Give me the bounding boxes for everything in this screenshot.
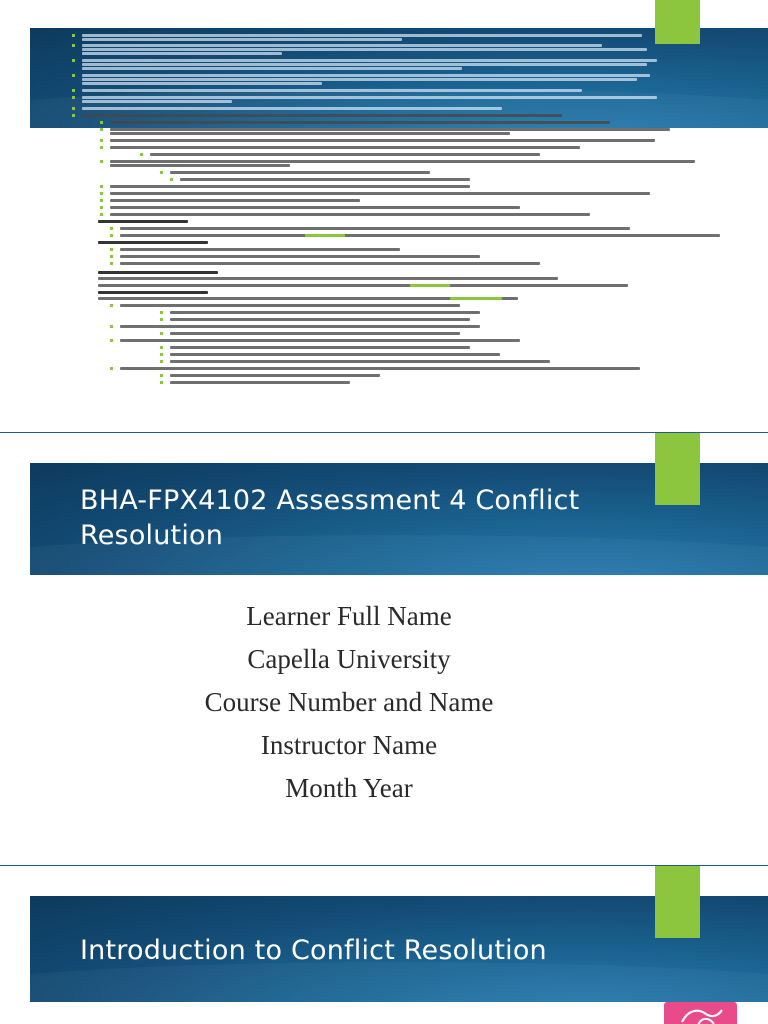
bullet-marker bbox=[110, 262, 113, 265]
bullet-marker bbox=[72, 96, 75, 99]
month-year: Month Year bbox=[285, 773, 413, 803]
illegible-text-line bbox=[120, 325, 480, 328]
text-link[interactable] bbox=[305, 234, 345, 237]
accent-tab bbox=[655, 866, 700, 938]
bullet-marker bbox=[160, 171, 163, 174]
bullet-marker bbox=[100, 146, 103, 149]
bullet-marker bbox=[160, 311, 163, 314]
bullet-marker bbox=[72, 34, 75, 37]
illegible-text-line bbox=[120, 227, 630, 230]
illegible-text-line bbox=[82, 96, 657, 99]
bullet-marker bbox=[110, 255, 113, 258]
illegible-text-line bbox=[170, 360, 550, 363]
bullet-marker bbox=[160, 332, 163, 335]
illegible-text-line bbox=[110, 139, 655, 142]
illegible-text-line bbox=[98, 271, 218, 274]
bullet-marker bbox=[110, 367, 113, 370]
bullet-marker bbox=[160, 346, 163, 349]
illegible-text-line bbox=[82, 59, 657, 62]
illegible-text-line bbox=[82, 107, 502, 110]
illegible-text-line bbox=[82, 63, 647, 66]
illegible-text-line bbox=[170, 332, 460, 335]
illegible-text-line bbox=[82, 67, 462, 70]
illegible-text-line bbox=[82, 114, 562, 117]
bullet-marker bbox=[110, 304, 113, 307]
slide-thumbnail-icon[interactable] bbox=[664, 1002, 737, 1024]
bullet-marker bbox=[170, 178, 173, 181]
bullet-marker bbox=[160, 360, 163, 363]
bullet-marker bbox=[72, 74, 75, 77]
illegible-text-line bbox=[170, 374, 380, 377]
illegible-text-line bbox=[110, 164, 290, 167]
illegible-text-line bbox=[110, 128, 670, 131]
bullet-marker bbox=[100, 213, 103, 216]
illegible-text-line bbox=[180, 178, 470, 181]
bullet-marker bbox=[72, 114, 75, 117]
illegible-text-line bbox=[110, 192, 650, 195]
illegible-text-line bbox=[82, 34, 642, 37]
bullet-marker bbox=[100, 185, 103, 188]
illegible-text-line bbox=[98, 284, 628, 287]
slide-title: Introduction to Conflict Resolution bbox=[80, 935, 547, 966]
illegible-text-line bbox=[98, 291, 208, 294]
illegible-text-line bbox=[98, 277, 558, 280]
illegible-text-line bbox=[82, 48, 647, 51]
illegible-text-line bbox=[150, 153, 540, 156]
illegible-text-line bbox=[82, 82, 322, 85]
illegible-text-line bbox=[170, 318, 470, 321]
illegible-text-line bbox=[170, 311, 480, 314]
illegible-text-line bbox=[110, 121, 610, 124]
illegible-text-line bbox=[110, 132, 510, 135]
illegible-text-line bbox=[110, 185, 470, 188]
bullet-marker bbox=[100, 192, 103, 195]
illegible-text-line bbox=[110, 160, 695, 163]
bullet-marker bbox=[100, 206, 103, 209]
illegible-text-line bbox=[82, 38, 402, 41]
illegible-text-line bbox=[120, 262, 540, 265]
illegible-text-line bbox=[170, 171, 430, 174]
bullet-marker bbox=[110, 325, 113, 328]
bullet-marker bbox=[100, 199, 103, 202]
illegible-text-line bbox=[98, 241, 208, 244]
text-link[interactable] bbox=[450, 297, 502, 300]
illegible-text-line bbox=[98, 220, 188, 223]
illegible-text-line bbox=[110, 146, 580, 149]
illegible-text-line bbox=[82, 89, 582, 92]
bullet-marker bbox=[160, 353, 163, 356]
illegible-text-line bbox=[120, 304, 460, 307]
illegible-text-line bbox=[120, 248, 400, 251]
illegible-text-line bbox=[82, 74, 650, 77]
bullet-marker bbox=[110, 227, 113, 230]
bullet-marker bbox=[100, 160, 103, 163]
title-slide[interactable] bbox=[0, 433, 768, 865]
title-details bbox=[0, 595, 698, 810]
instructions-text-block bbox=[30, 28, 768, 398]
bullet-marker bbox=[140, 153, 143, 156]
text-link[interactable] bbox=[410, 284, 450, 287]
illegible-text-line bbox=[82, 100, 232, 103]
bullet-marker bbox=[110, 339, 113, 342]
bullet-marker bbox=[160, 381, 163, 384]
accent-tab bbox=[655, 433, 700, 505]
course-number-name: Course Number and Name bbox=[204, 687, 494, 717]
bullet-marker bbox=[100, 128, 103, 131]
bullet-marker bbox=[110, 234, 113, 237]
illegible-text-line bbox=[170, 353, 500, 356]
learner-name: Learner Full Name bbox=[246, 601, 452, 631]
instructor-name: Instructor Name bbox=[260, 730, 438, 760]
illegible-text-line bbox=[120, 234, 720, 237]
illegible-text-line bbox=[120, 255, 480, 258]
instructions-slide bbox=[0, 0, 768, 432]
illegible-text-line bbox=[82, 52, 282, 55]
bullet-marker bbox=[100, 139, 103, 142]
illegible-text-line bbox=[82, 44, 602, 47]
illegible-text-line bbox=[82, 78, 637, 81]
university-name: Capella University bbox=[247, 644, 451, 674]
bullet-marker bbox=[160, 374, 163, 377]
illegible-text-line bbox=[120, 339, 520, 342]
illegible-text-line bbox=[170, 381, 350, 384]
bullet-marker bbox=[110, 248, 113, 251]
bullet-marker bbox=[160, 318, 163, 321]
illegible-text-line bbox=[110, 206, 520, 209]
bullet-marker bbox=[100, 121, 103, 124]
illegible-text-line bbox=[120, 367, 640, 370]
bullet-marker bbox=[72, 59, 75, 62]
bullet-marker bbox=[72, 107, 75, 110]
illegible-text-line bbox=[110, 199, 360, 202]
bullet-marker bbox=[72, 44, 75, 47]
illegible-text-line bbox=[110, 213, 590, 216]
illegible-text-line bbox=[170, 346, 470, 349]
intro-slide[interactable] bbox=[0, 866, 768, 1024]
slide-title: BHA-FPX4102 Assessment 4 Conflict Resolution bbox=[80, 485, 580, 551]
bullet-marker bbox=[72, 89, 75, 92]
